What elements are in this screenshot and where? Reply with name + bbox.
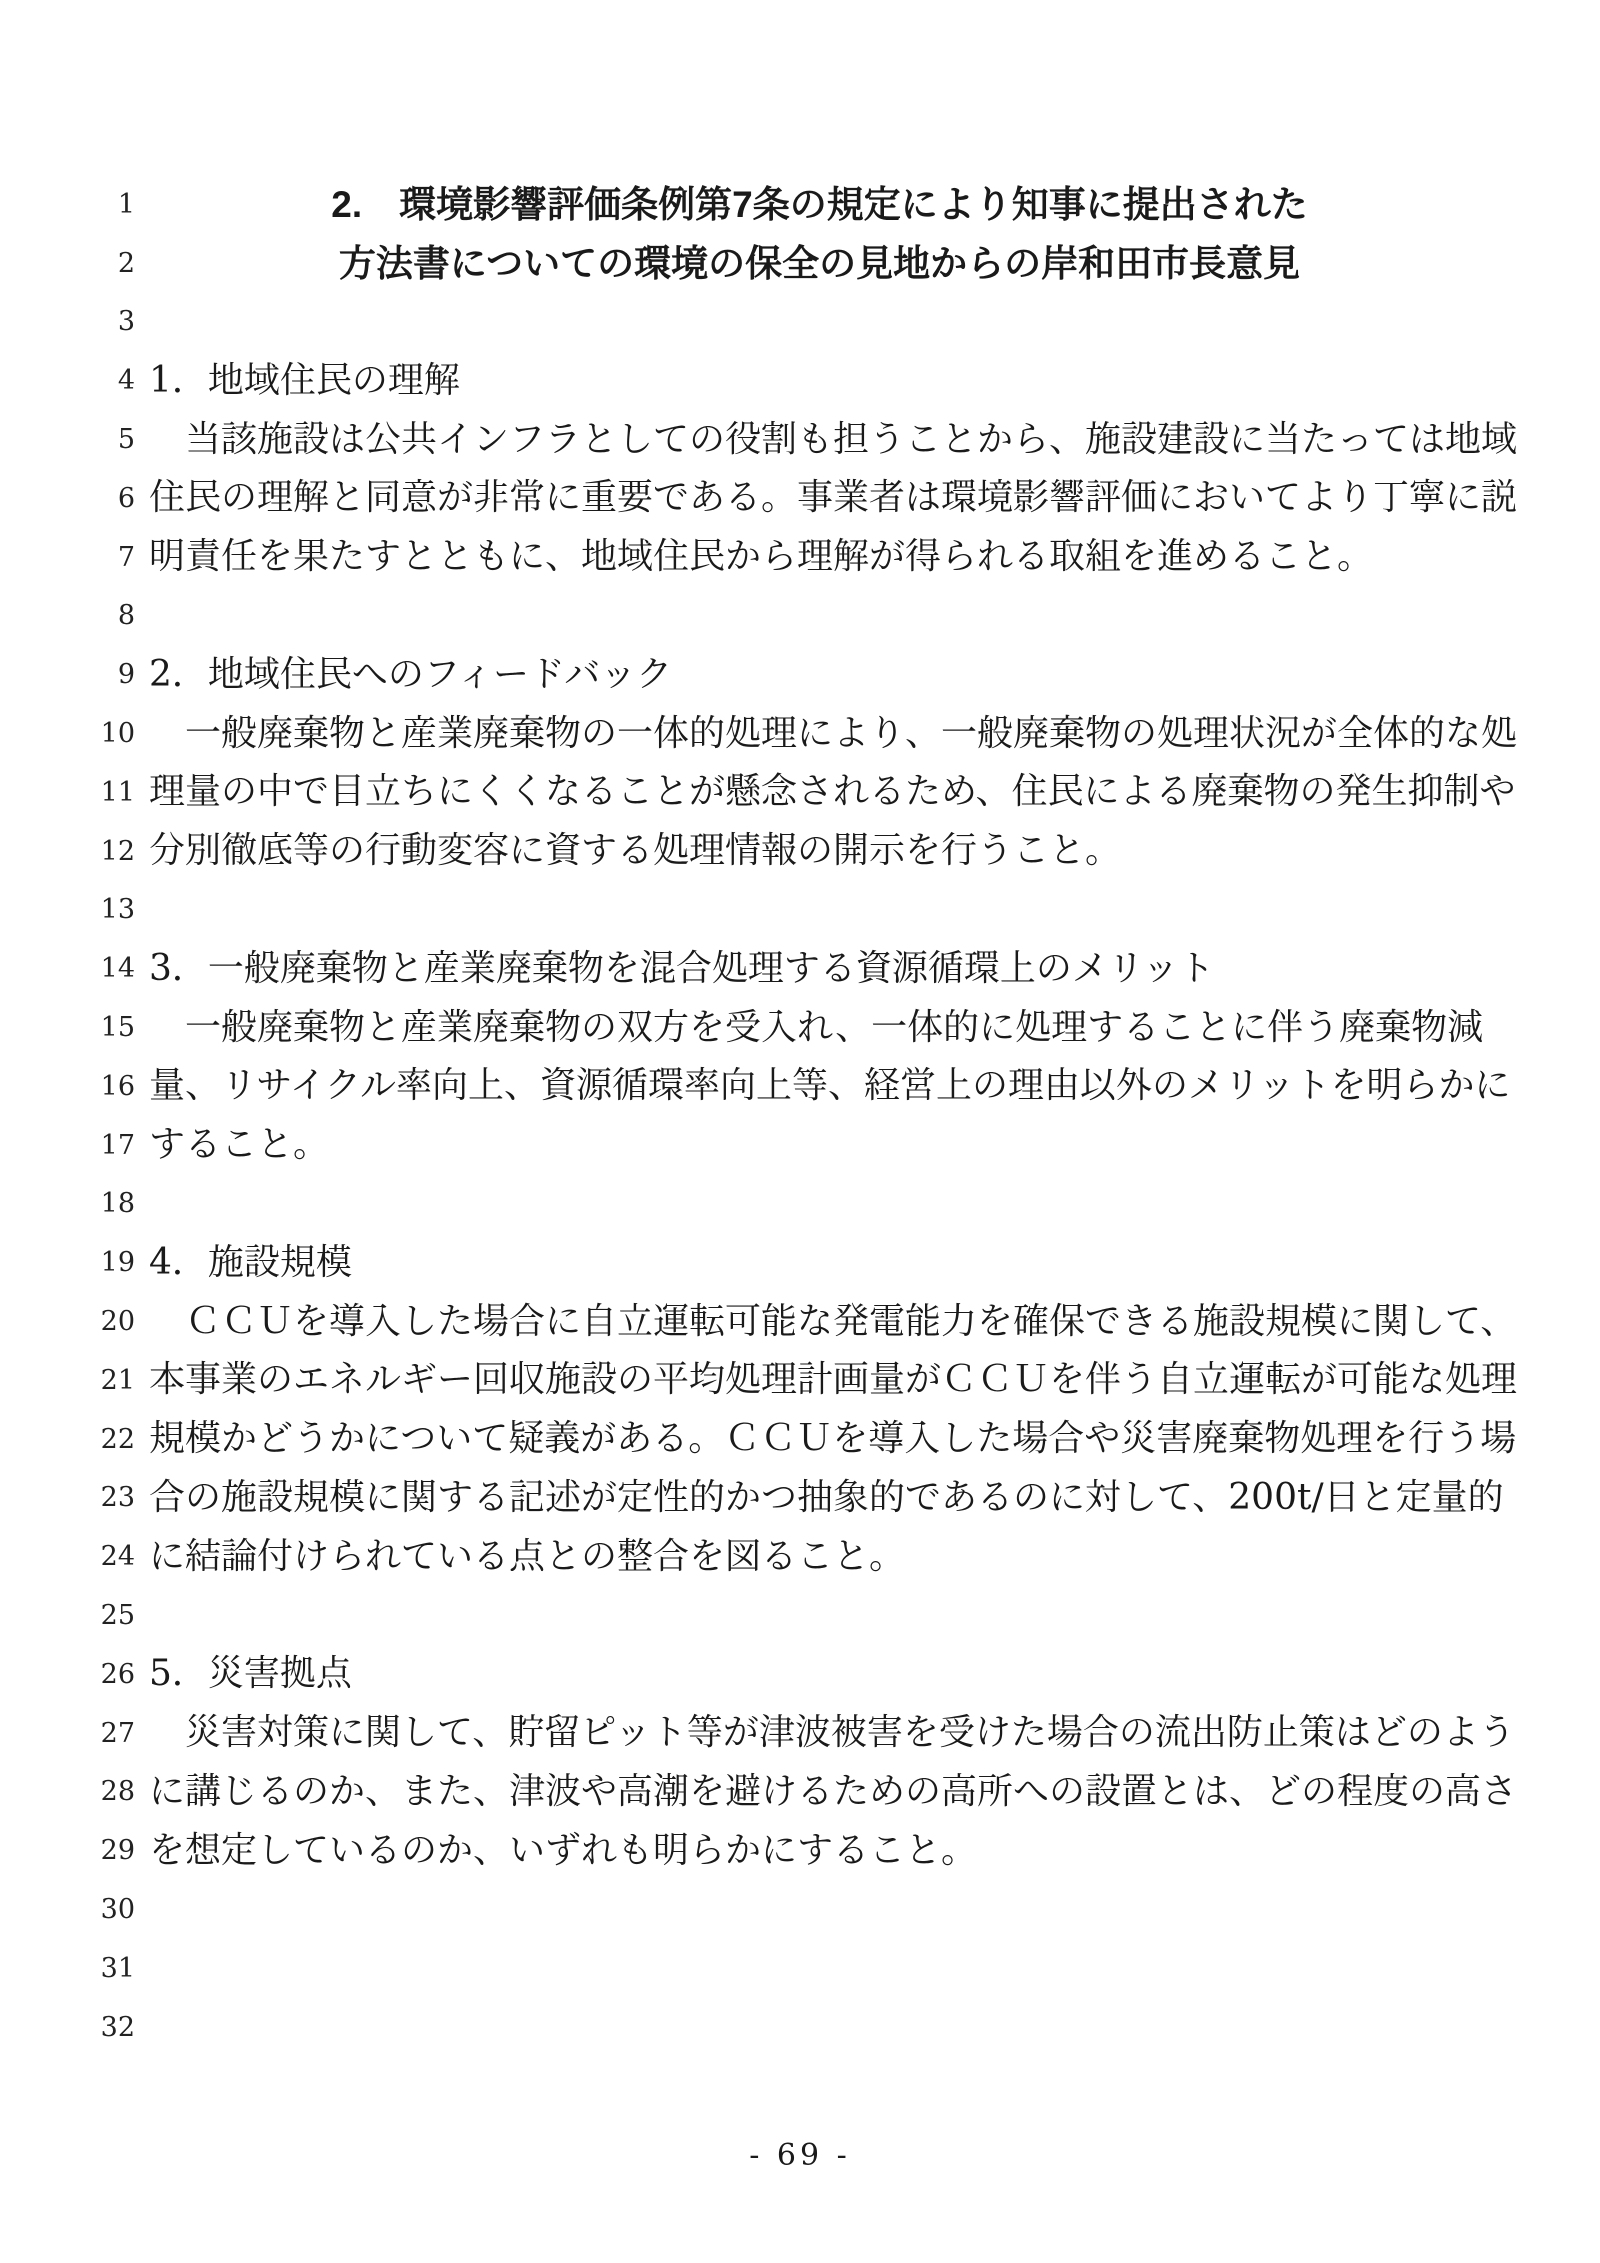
line-number: 19 — [100, 1247, 135, 1279]
line-number: 5 — [117, 424, 135, 456]
line-row — [0, 1233, 1600, 1292]
line-number: 6 — [117, 482, 135, 514]
line-row — [0, 1645, 1600, 1704]
line-row — [0, 1175, 1600, 1234]
line-number: 7 — [117, 541, 135, 573]
line-row — [0, 763, 1600, 822]
line-text: 3．一般廃棄物と産業廃棄物を混合処理する資源循環上のメリット — [149, 947, 1215, 989]
line-text: に結論付けられている点との整合を図ること。 — [149, 1535, 906, 1577]
line-text: 一般廃棄物と産業廃棄物の双方を受入れ、一体的に処理することに伴う廃棄物減 — [149, 1006, 1484, 1048]
line-text: 2．地域住民へのフィードバック — [149, 653, 673, 695]
line-number: 17 — [100, 1129, 135, 1161]
line-number: 4 — [117, 365, 135, 397]
line-text: 方法書についての環境の保全の見地からの岸和田市長意見 — [338, 242, 1301, 284]
line-number: 9 — [117, 659, 135, 691]
line-row — [0, 293, 1600, 352]
line-text: に講じるのか、また、津波や高潮を避けるための高所への設置とは、どの程度の高さ — [149, 1770, 1518, 1812]
line-number: 2 — [117, 247, 135, 279]
line-text: 理量の中で目立ちにくくなることが懸念されるため、住民による廃棄物の発生抑制や — [149, 771, 1516, 813]
line-row — [0, 1939, 1600, 1998]
line-text: 4．施設規模 — [149, 1241, 352, 1283]
line-row — [0, 1704, 1600, 1763]
lines-container — [0, 175, 1600, 2057]
line-text: 2. 環境影響評価条例第7条の規定により知事に提出された — [331, 183, 1308, 225]
line-number: 29 — [100, 1835, 135, 1867]
line-row — [0, 998, 1600, 1057]
line-number: 15 — [100, 1012, 135, 1044]
line-row — [0, 528, 1600, 587]
line-number: 16 — [100, 1070, 135, 1102]
line-text: 明責任を果たすとともに、地域住民から理解が得られる取組を進めること。 — [149, 536, 1374, 578]
line-text: すること。 — [149, 1124, 330, 1166]
line-row — [0, 234, 1600, 293]
line-row — [0, 1821, 1600, 1880]
line-number: 28 — [100, 1776, 135, 1808]
line-row — [0, 1763, 1600, 1822]
line-row — [0, 410, 1600, 469]
line-number: 18 — [100, 1188, 135, 1220]
line-number: 26 — [100, 1658, 135, 1690]
line-row — [0, 587, 1600, 646]
line-text: ＣＣＵを導入した場合に自立運転可能な発電能力を確保できる施設規模に関して、 — [149, 1300, 1517, 1342]
line-number: 24 — [100, 1541, 135, 1573]
line-number: 25 — [100, 1600, 135, 1632]
line-number: 3 — [117, 306, 135, 338]
line-row — [0, 1410, 1600, 1469]
line-text: 災害対策に関して、貯留ピット等が津波被害を受けた場合の流出防止策はどのよう — [149, 1712, 1515, 1754]
line-text: 規模かどうかについて疑義がある。ＣＣＵを導入した場合や災害廃棄物処理を行う場 — [149, 1418, 1517, 1460]
line-row — [0, 1880, 1600, 1939]
line-row — [0, 881, 1600, 940]
line-row — [0, 1586, 1600, 1645]
line-number: 12 — [100, 835, 135, 867]
line-text: 合の施設規模に関する記述が定性的かつ抽象的であるのに対して、200t/日と定量的 — [149, 1476, 1504, 1518]
line-number: 21 — [100, 1364, 135, 1396]
line-row — [0, 704, 1600, 763]
line-number: 32 — [100, 2011, 135, 2043]
line-text: 量、リサイクル率向上、資源循環率向上等、経営上の理由以外のメリットを明らかに — [149, 1065, 1511, 1107]
line-row — [0, 469, 1600, 528]
page-number: - 69 - — [749, 2138, 851, 2173]
line-row — [0, 822, 1600, 881]
line-number: 20 — [100, 1306, 135, 1338]
line-number: 11 — [100, 776, 135, 808]
line-number: 27 — [100, 1717, 135, 1749]
line-text: 1．地域住民の理解 — [149, 359, 460, 401]
line-number: 30 — [100, 1894, 135, 1925]
line-number: 14 — [100, 953, 135, 985]
line-row — [0, 645, 1600, 704]
line-text: を想定しているのか、いずれも明らかにすること。 — [149, 1829, 978, 1871]
line-row — [0, 351, 1600, 410]
line-text: 分別徹底等の行動変容に資する処理情報の開示を行うこと。 — [149, 830, 1122, 872]
line-row — [0, 1292, 1600, 1351]
line-number: 10 — [100, 718, 135, 750]
line-number: 22 — [100, 1423, 135, 1455]
line-number: 8 — [117, 600, 135, 632]
line-row — [0, 175, 1600, 234]
line-text: 住民の理解と同意が非常に重要である。事業者は環境影響評価においてより丁寧に説 — [149, 477, 1518, 519]
line-text: 当該施設は公共インフラとしての役割も担うことから、施設建設に当たっては地域 — [149, 418, 1518, 460]
line-row — [0, 1998, 1600, 2057]
line-text: 本事業のエネルギー回収施設の平均処理計画量がＣＣＵを伴う自立運転が可能な処理 — [149, 1359, 1518, 1401]
line-row — [0, 1469, 1600, 1528]
line-row — [0, 1116, 1600, 1175]
line-row — [0, 1527, 1600, 1586]
line-text: 5．災害拠点 — [149, 1653, 352, 1695]
line-text: 一般廃棄物と産業廃棄物の一体的処理により、一般廃棄物の処理状況が全体的な処 — [149, 712, 1518, 754]
line-number: 31 — [100, 1952, 135, 1984]
line-number: 13 — [100, 894, 135, 926]
line-number: 1 — [117, 188, 135, 220]
line-row — [0, 1057, 1600, 1116]
line-row — [0, 1351, 1600, 1410]
line-row — [0, 939, 1600, 998]
line-number: 23 — [100, 1482, 135, 1514]
